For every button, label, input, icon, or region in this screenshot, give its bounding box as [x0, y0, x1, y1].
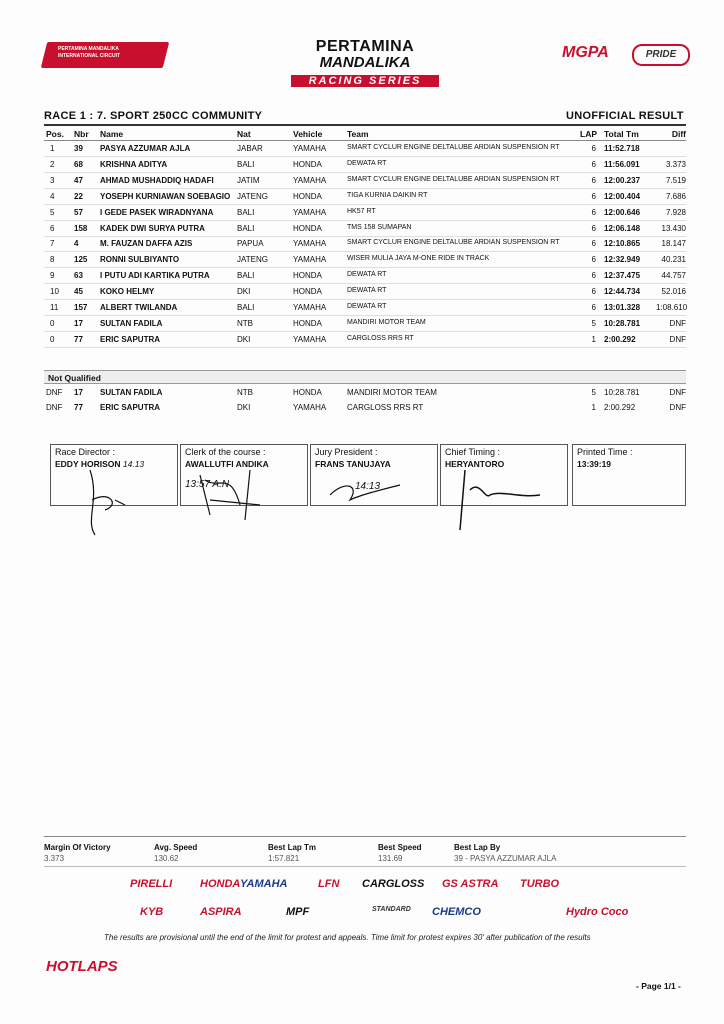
total-time-cell: 13:01.328 — [604, 303, 641, 312]
diff-cell: 7.686 — [665, 191, 686, 201]
vehicle-cell: YAMAHA — [293, 334, 327, 344]
sponsor-logo: Hydro Coco — [566, 906, 629, 918]
name-cell: SULTAN FADILA — [100, 318, 163, 328]
diff-cell: DNF — [669, 403, 686, 412]
lap-cell: 6 — [591, 144, 596, 153]
diff-cell: 52.016 — [661, 287, 686, 297]
nat-cell: JATIM — [237, 175, 260, 185]
name-cell: ERIC SAPUTRA — [100, 334, 161, 344]
name-cell: KRISHNA ADITYA — [100, 159, 168, 169]
left-logo-text: PERTAMINA MANDALIKA INTERNATIONAL CIRCUIT — [58, 46, 121, 59]
nbr-cell: 158 — [74, 223, 88, 233]
nbr-cell: 63 — [74, 271, 83, 281]
nat-cell: JATENG — [237, 255, 268, 265]
hotlaps-logo: HOTLAPS — [46, 958, 118, 975]
nbr-cell: 57 — [74, 207, 83, 217]
pos-cell: 5 — [50, 207, 55, 217]
diff-cell: 3.373 — [665, 159, 686, 169]
clerk-box: Clerk of the course : AWALLUTFI ANDIKA 13:57 A.N — [180, 444, 308, 506]
nat-cell: JATENG — [237, 191, 268, 201]
pos-cell: 10 — [50, 287, 59, 297]
pos-cell: DNF — [46, 403, 63, 412]
pos-cell: 2 — [50, 159, 55, 169]
sponsor-logo: CARGLOSS — [362, 878, 425, 890]
team-header: Team — [347, 129, 369, 139]
pos-cell: 7 — [50, 239, 55, 249]
total-time-cell: 12:44.734 — [604, 287, 641, 297]
name-cell: PASYA AZZUMAR AJLA — [100, 144, 191, 153]
team-cell: CARGLOSS RRS RT — [347, 403, 424, 412]
nbr-cell: 45 — [74, 287, 83, 297]
sponsor-logo: YAMAHA — [240, 878, 288, 890]
pos-cell: 3 — [50, 175, 55, 185]
vehicle-cell: YAMAHA — [293, 175, 327, 185]
pos-cell: 8 — [50, 255, 55, 265]
vehicle-cell: HONDA — [293, 159, 322, 169]
diff-cell: 44.757 — [661, 271, 686, 281]
diff-cell: DNF — [669, 318, 686, 328]
diff-cell: 7.928 — [665, 207, 686, 217]
sponsor-logo: HONDA — [200, 878, 241, 890]
total-time-cell: 10:28.781 — [604, 318, 641, 328]
race-title: RACE 1 : 7. SPORT 250CC COMMUNITY — [44, 110, 263, 122]
nat-cell: DKI — [237, 287, 251, 297]
nat-cell: DKI — [237, 334, 251, 344]
stat-value: 131.69 — [378, 854, 403, 863]
pos-header: Pos. — [46, 129, 64, 139]
stat-value: 1:57.821 — [268, 854, 300, 863]
jury-president-name: FRANS TANUJAYA — [315, 459, 391, 469]
diff-cell: DNF — [669, 388, 686, 397]
nat-cell: NTB — [237, 318, 253, 328]
team-cell: MANDIRI MOTOR TEAM — [347, 318, 426, 326]
stat-label: Margin Of Victory — [44, 843, 111, 852]
name-cell: SULTAN FADILA — [100, 388, 163, 397]
team-cell: TMS 158 SUMAPAN — [347, 223, 412, 231]
handwritten-signatures — [60, 460, 700, 540]
team-cell: DEWATA RT — [347, 271, 387, 279]
diff-cell: 13.430 — [661, 223, 686, 233]
total-time-cell: 11:52.718 — [604, 144, 640, 153]
pos-cell: DNF — [46, 388, 63, 397]
vehicle-cell: YAMAHA — [293, 207, 327, 217]
lap-cell: 6 — [591, 223, 596, 233]
nbr-cell: 4 — [74, 239, 79, 249]
nat-cell: BALI — [237, 207, 255, 217]
vehicle-cell: HONDA — [293, 191, 322, 201]
lap-cell: 5 — [591, 388, 596, 397]
team-cell: SMART CYCLUR ENGINE DELTALUBE ARDIAN SUSPENSION RT — [347, 239, 560, 247]
nbr-cell: 77 — [74, 403, 83, 412]
lap-cell: 6 — [591, 191, 596, 201]
total-time-cell: 2:00.292 — [604, 403, 636, 412]
vehicle-cell: YAMAHA — [293, 403, 327, 412]
name-cell: RONNI SULBIYANTO — [100, 255, 180, 265]
jury-president-box: Jury President : FRANS TANUJAYA 14:13 — [310, 444, 438, 506]
printed-time-value: 13:39:19 — [577, 459, 612, 469]
stat-value: 39 - PASYA AZZUMAR AJLA — [454, 854, 557, 863]
nat-cell: BALI — [237, 159, 255, 169]
pos-cell: 0 — [50, 334, 55, 344]
diff-cell: 18.147 — [661, 239, 686, 249]
printed-time-box: Printed Time : 13:39:19 — [572, 444, 686, 506]
race-director-box: Race Director : EDDY HORISON 14.13 — [50, 444, 178, 506]
nbr-header: Nbr — [74, 129, 89, 139]
race-director-name: EDDY HORISON 14.13 — [55, 459, 145, 469]
total-time-cell: 12:00.646 — [604, 207, 641, 217]
total-time-cell: 12:37.475 — [604, 271, 641, 281]
nat-cell: BALI — [237, 223, 255, 233]
lap-cell: 6 — [591, 159, 596, 169]
name-cell: KOKO HELMY — [100, 287, 155, 297]
total-time-cell: 2:00.292 — [604, 334, 636, 344]
team-cell: WISER MULIA JAYA M-ONE RIDE IN TRACK — [347, 255, 490, 263]
team-cell: MANDIRI MOTOR TEAM — [347, 388, 437, 397]
lap-cell: 6 — [591, 271, 596, 281]
pos-cell: 9 — [50, 271, 55, 281]
pos-cell: 11 — [50, 303, 59, 312]
sponsor-logo: MPF — [286, 906, 310, 918]
vehicle-cell: YAMAHA — [293, 255, 327, 265]
clerk-name: AWALLUTFI ANDIKA — [185, 459, 269, 469]
pos-cell: 6 — [50, 223, 55, 233]
series-title-logo: PERTAMINA MANDALIKA RACING SERIES — [290, 38, 440, 89]
name-cell: I GEDE PASEK WIRADNYANA — [100, 207, 214, 217]
name-cell: KADEK DWI SURYA PUTRA — [100, 223, 205, 233]
nat-cell: JABAR — [237, 144, 263, 153]
nat-header: Nat — [237, 129, 251, 139]
pos-cell: 4 — [50, 191, 55, 201]
sponsor-logo: TURBO — [520, 878, 560, 890]
vehicle-cell: YAMAHA — [293, 239, 327, 249]
total-time-cell: 12:10.865 — [604, 239, 641, 249]
total-time-header: Total Tm — [604, 129, 639, 139]
team-cell: SMART CYCLUR ENGINE DELTALUBE ARDIAN SUSPENSION RT — [347, 144, 560, 151]
lap-cell: 6 — [591, 255, 596, 265]
protest-footnote: The results are provisional until the end of the limit for protest and appeals. Time limit for protest expires 30' after publication of the results — [104, 933, 591, 942]
team-cell: DEWATA RT — [347, 287, 387, 295]
total-time-cell: 10:28.781 — [604, 388, 640, 397]
team-cell: HK57 RT — [347, 207, 376, 215]
vehicle-cell: HONDA — [293, 388, 322, 397]
name-cell: YOSEPH KURNIAWAN SOEBAGIO — [100, 191, 231, 201]
vehicle-cell: YAMAHA — [293, 303, 327, 312]
total-time-cell: 12:06.148 — [604, 223, 641, 233]
lap-cell: 6 — [591, 207, 596, 217]
total-time-cell: 12:32.949 — [604, 255, 641, 265]
team-cell: DEWATA RT — [347, 159, 387, 167]
nbr-cell: 125 — [74, 255, 88, 265]
nat-cell: BALI — [237, 271, 255, 281]
sponsor-logo: LFN — [318, 878, 340, 890]
pride-logo: PRIDE — [632, 44, 690, 66]
total-time-cell: 12:00.237 — [604, 175, 641, 185]
stat-label: Best Lap Tm — [268, 843, 317, 852]
lap-cell: 6 — [591, 303, 596, 312]
lap-cell: 6 — [591, 287, 596, 297]
pos-cell: 0 — [50, 318, 55, 328]
lap-cell: 1 — [591, 334, 596, 344]
nbr-cell: 17 — [74, 318, 83, 328]
sponsor-logo: STANDARD — [372, 906, 411, 913]
stat-label: Avg. Speed — [154, 843, 198, 852]
mgpa-logo: MGPA — [562, 44, 609, 61]
sponsor-logo: PIRELLI — [130, 878, 173, 890]
sponsor-logo: CHEMCO — [432, 906, 481, 918]
nat-cell: PAPUA — [237, 239, 264, 249]
diff-header: Diff — [671, 129, 686, 139]
nbr-cell: 22 — [74, 191, 83, 201]
stat-value: 130.62 — [154, 854, 179, 863]
lap-cell: 6 — [591, 239, 596, 249]
nat-cell: NTB — [237, 388, 253, 397]
name-cell: ALBERT TWILANDA — [100, 303, 178, 312]
sponsor-logo: KYB — [140, 906, 164, 918]
chief-timing-name: HERYANTORO — [445, 459, 505, 469]
nbr-cell: 68 — [74, 159, 83, 169]
stat-value: 3.373 — [44, 854, 65, 863]
pos-cell: 1 — [50, 144, 55, 153]
team-cell: TIGA KURNIA DAIKIN RT — [347, 191, 428, 199]
vehicle-cell: HONDA — [293, 318, 322, 328]
vehicle-header: Vehicle — [293, 129, 323, 139]
name-cell: I PUTU ADI KARTIKA PUTRA — [100, 271, 210, 281]
stat-label: Best Speed — [378, 843, 422, 852]
vehicle-cell: HONDA — [293, 287, 322, 297]
team-cell: DEWATA RT — [347, 303, 387, 310]
name-header: Name — [100, 129, 124, 139]
name-cell: ERIC SAPUTRA — [100, 403, 161, 412]
sponsor-logo: GS ASTRA — [442, 878, 499, 890]
lap-cell: 5 — [591, 318, 596, 328]
total-time-cell: 12:00.404 — [604, 191, 641, 201]
lap-cell: 6 — [591, 175, 596, 185]
nbr-cell: 77 — [74, 334, 83, 344]
diff-cell: 7.519 — [665, 175, 686, 185]
nbr-cell: 47 — [74, 175, 83, 185]
result-status: UNOFFICIAL RESULT — [566, 110, 684, 122]
name-cell: AHMAD MUSHADDIQ HADAFI — [100, 175, 214, 185]
lap-cell: 1 — [591, 403, 596, 412]
nat-cell: BALI — [237, 303, 255, 312]
page-number: - Page 1/1 - — [636, 981, 681, 991]
not-qualified-heading: Not Qualified — [44, 370, 686, 384]
vehicle-cell: HONDA — [293, 223, 322, 233]
diff-cell: 40.231 — [661, 255, 686, 265]
lap-header: LAP — [580, 129, 597, 139]
chief-timing-box: Chief Timing : HERYANTORO — [440, 444, 568, 506]
nbr-cell: 39 — [74, 144, 83, 153]
name-cell: M. FAUZAN DAFFA AZIS — [100, 239, 193, 249]
vehicle-cell: YAMAHA — [293, 144, 327, 153]
diff-cell: DNF — [669, 334, 686, 344]
sponsor-logo: ASPIRA — [200, 906, 242, 918]
total-time-cell: 11:56.091 — [604, 159, 640, 169]
stat-label: Best Lap By — [454, 843, 501, 852]
diff-cell: 1:08.610 — [656, 303, 688, 312]
nat-cell: DKI — [237, 403, 251, 412]
vehicle-cell: HONDA — [293, 271, 322, 281]
nbr-cell: 17 — [74, 388, 83, 397]
team-cell: CARGLOSS RRS RT — [347, 334, 414, 342]
team-cell: SMART CYCLUR ENGINE DELTALUBE ARDIAN SUSPENSION RT — [347, 175, 560, 183]
nbr-cell: 157 — [74, 303, 88, 312]
